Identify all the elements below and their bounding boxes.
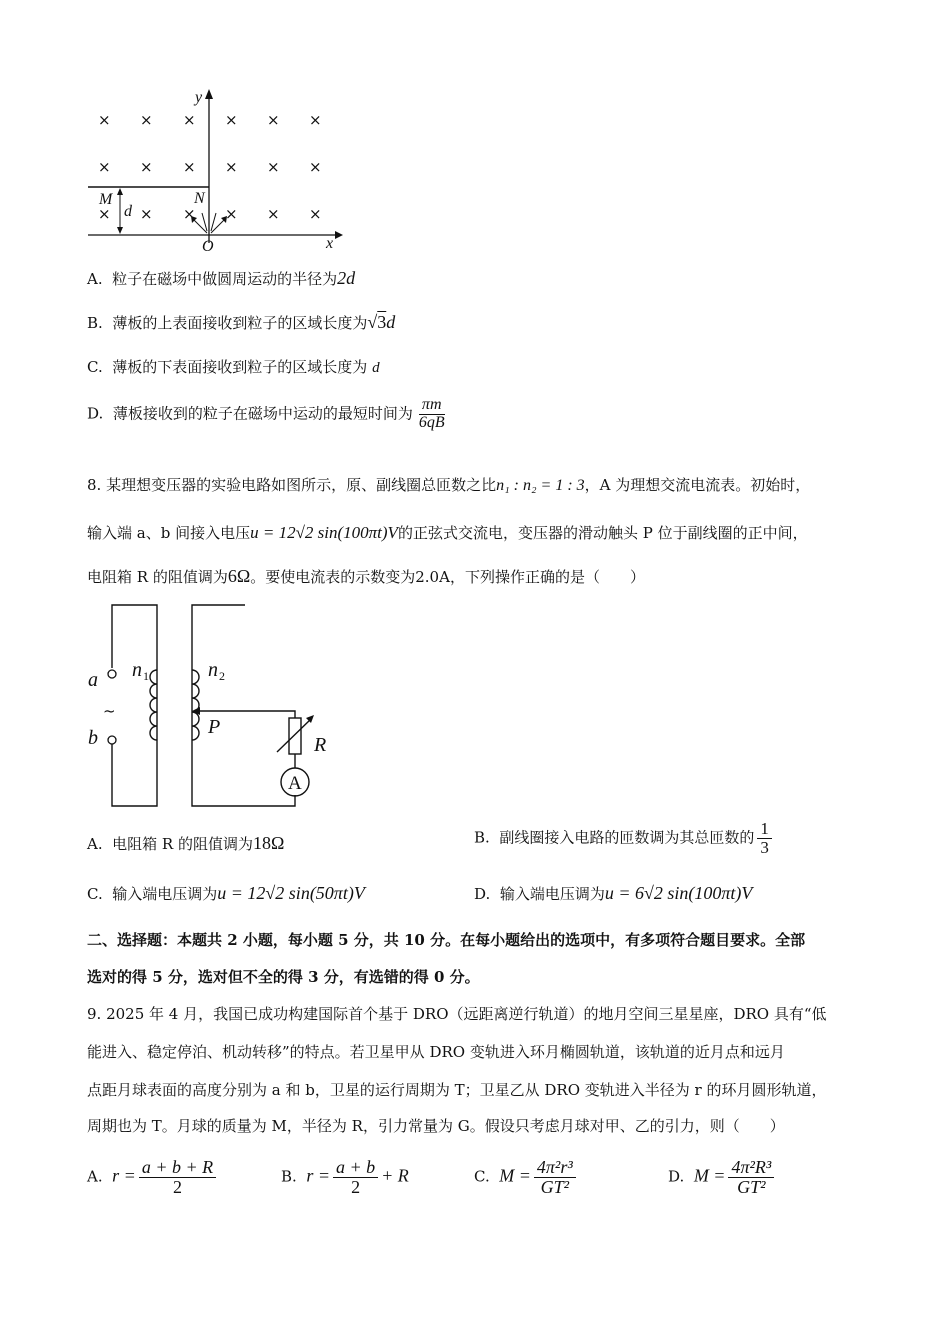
cross-mark: × (98, 111, 111, 129)
r-label: R (314, 734, 327, 756)
cross-mark: × (140, 158, 153, 176)
cross-mark: × (225, 205, 238, 223)
cross-mark: × (98, 205, 111, 223)
cross-mark: × (98, 158, 111, 176)
transformer-circuit-diagram (80, 600, 350, 815)
q7-option-c[interactable]: C. 薄板的下表面接收到粒子的区域长度为 d (87, 358, 380, 376)
section-2-instructions-line-2: 选对的得 5 分，选对但不全的得 3 分，有选错的得 0 分。 (87, 968, 480, 986)
y-axis-label: y (195, 89, 203, 106)
svg-text:2: 2 (219, 669, 225, 683)
q8-option-b[interactable]: B. 副线圈接入电路的匝数调为其总匝数的 $\frac{1}{3}$ (474, 820, 775, 857)
ammeter-label: A (288, 773, 302, 794)
q8-line-2: 输入端 a、b 间接入电压u = 12√2 sin(100πt)V的正弦式交流电，变压器的滑动触头 P 位于副线圈的正中间， (87, 523, 808, 542)
cross-mark: × (267, 111, 280, 129)
q9-option-c[interactable]: C. M = $\frac{\text{4π²r³}}{\text{GT²}}$ (474, 1158, 579, 1197)
cross-mark: × (140, 111, 153, 129)
q9-line-4: 周期也为 T。月球的质量为 M，半径为 R，引力常量为 G。假设只考虑月球对甲、乙的引力，则（ ） (87, 1117, 785, 1135)
q8-line-3: 电阻箱 R 的阻值调为6Ω。要使电流表的示数变为2.0A，下列操作正确的是（ ） (87, 566, 645, 586)
x-axis-label: x (326, 235, 334, 252)
q9-option-d[interactable]: D. M = $\frac{\text{4π²R³}}{\text{GT²}}$ (668, 1158, 777, 1197)
origin-label: O (202, 238, 214, 255)
q9-line-2: 能进入、稳定停泊、机动转移”的特点。若卫星甲从 DRO 变轨进入环月椭圆轨道，该轨道的近月点和远月 (87, 1043, 785, 1061)
cross-mark: × (309, 158, 322, 176)
q8-option-a[interactable]: A. 电阻箱 R 的阻值调为18Ω (87, 833, 285, 853)
cross-mark: × (183, 111, 196, 129)
cross-mark: × (225, 111, 238, 129)
cross-mark: × (183, 205, 196, 223)
n1-label: n (132, 659, 142, 681)
q9-line-1: 9. 2025 年 4 月，我国已成功构建国际首个基于 DRO（远距离逆行轨道）的地月空间三星星座，DRO 具有“低 (87, 1005, 827, 1023)
cross-mark: × (183, 158, 196, 176)
cross-mark: × (267, 158, 280, 176)
q8-line-1: 8. 某理想变压器的实验电路如图所示，原、副线圈总匝数之比n₁ : n₂ = 1 : 3，A 为理想交流电流表。初始时， (87, 476, 811, 494)
cross-mark: × (225, 158, 238, 176)
d-label: d (124, 203, 132, 220)
q9-line-3: 点距月球表面的高度分别为 a 和 b，卫星的运行周期为 T；卫星乙从 DRO 变轨进入半径为 r 的环月圆形轨道， (87, 1081, 827, 1099)
n-label: N (194, 190, 205, 207)
cross-mark: × (309, 205, 322, 223)
cross-mark: × (267, 205, 280, 223)
q9-option-a[interactable]: A. r = $\frac{a + b + R}{2}$ (87, 1158, 219, 1197)
q8-option-c[interactable]: C. 输入端电压调为u = 12√2 sin(50πt)V (87, 883, 365, 903)
n2-label: n (208, 659, 218, 681)
section-2-instructions-line-1: 二、选择题：本题共 2 小题，每小题 5 分，共 10 分。在每小题给出的选项中，有多项符合题目要求。全部 (87, 931, 806, 949)
q7-option-a[interactable]: A. 粒子在磁场中做圆周运动的半径为2d (87, 268, 356, 288)
q9-option-b[interactable]: B. r = $\frac{a + b}{2}$ + R (281, 1157, 409, 1197)
cross-mark: × (309, 111, 322, 129)
ac-source-symbol: ~ (103, 702, 116, 720)
cross-mark: × (140, 205, 153, 223)
q7-option-d[interactable]: D. 薄板接收到的粒子在磁场中运动的最短时间为 $\frac{\pi m}{6qB}$ (87, 396, 445, 431)
q7-option-b[interactable]: B. 薄板的上表面接收到粒子的区域长度为√3d (87, 312, 396, 332)
p-label: P (208, 716, 221, 738)
magnetic-field-diagram (80, 85, 350, 255)
q8-option-d[interactable]: D. 输入端电压调为u = 6√2 sin(100πt)V (474, 883, 753, 903)
svg-text:1: 1 (143, 669, 149, 683)
terminal-b-label: b (88, 727, 98, 749)
terminal-a-label: a (88, 669, 98, 691)
m-label: M (99, 191, 113, 208)
